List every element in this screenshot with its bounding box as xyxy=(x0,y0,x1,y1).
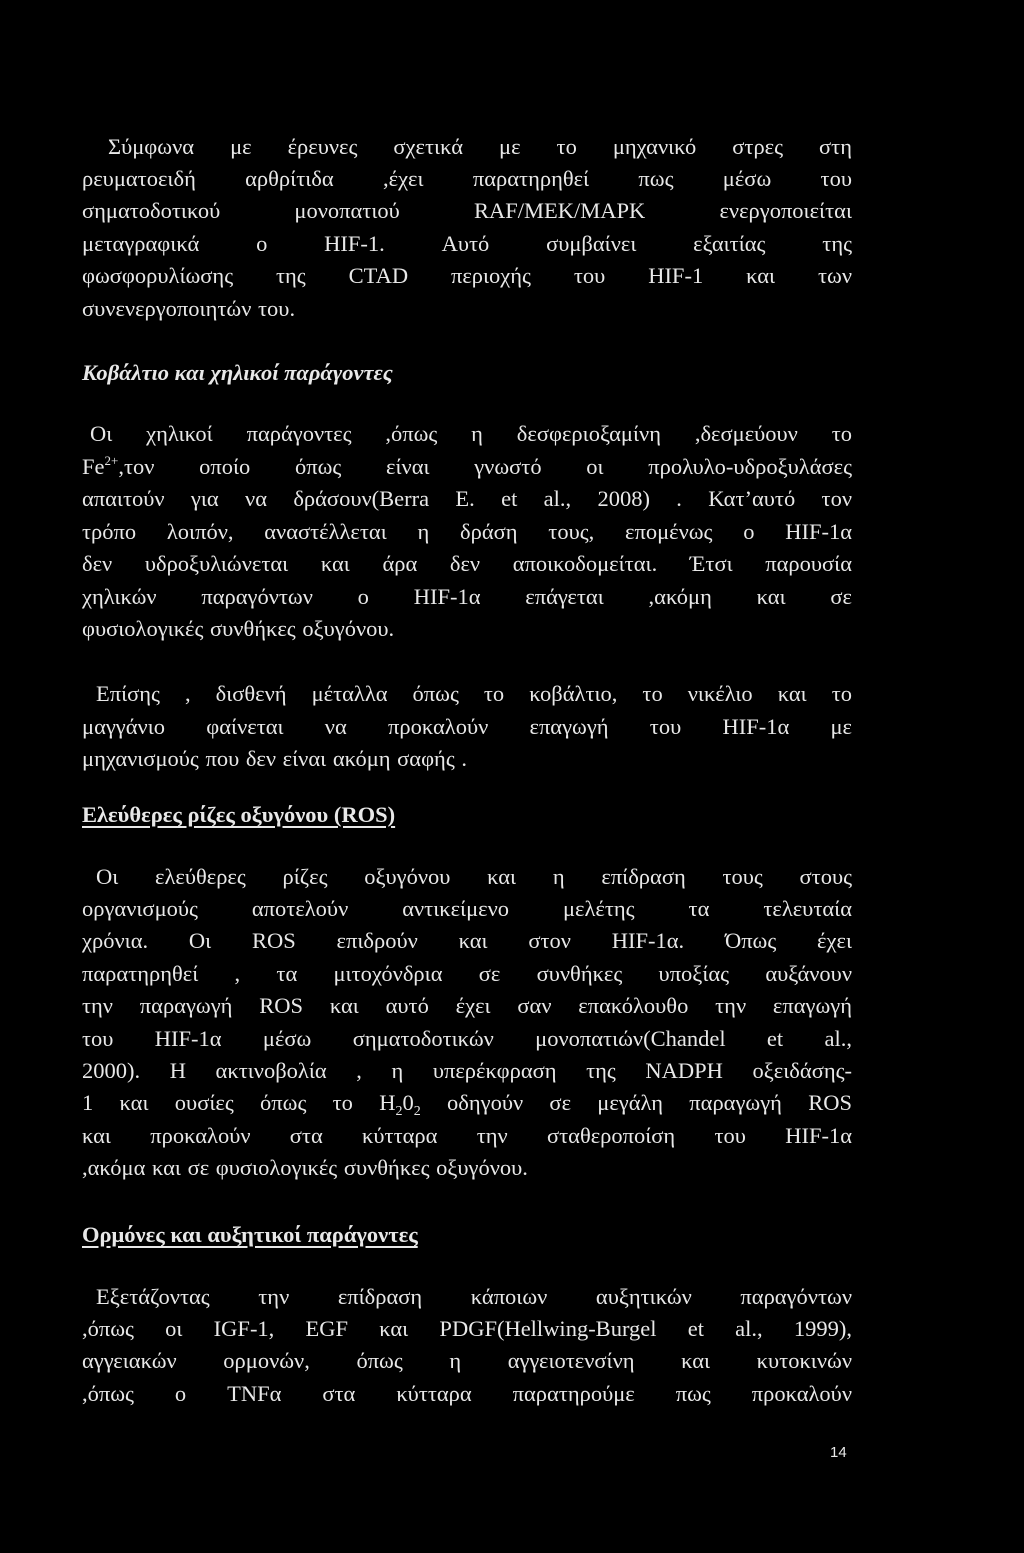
section-heading-hormones: Ορμόνες και αυξητικοί παράγοντες xyxy=(82,1222,418,1247)
text-fragment: 1 και ουσίες όπως το H xyxy=(82,1090,396,1116)
text-line: και προκαλούν στα κύτταρα την σταθεροποίση του HIF-1α xyxy=(82,1122,852,1148)
formula-oxygen: 0 xyxy=(402,1090,414,1116)
text-line: ,όπως οι IGF-1, EGF και PDGF(Hellwing-Burgel et al., 1999), xyxy=(82,1316,852,1341)
text-line: ρευματοειδή αρθρίτιδα ,έχει παρατηρηθεί πως μέσω του xyxy=(82,166,852,191)
text-line: συνενεργοποιητών του. xyxy=(82,295,296,321)
paragraph-chelators-body xyxy=(82,451,852,645)
iron-symbol: Fe xyxy=(82,454,105,479)
text-line-fe xyxy=(82,451,852,483)
text-line: απαιτούν για να δράσουν(Berra E. et al., 2008) . Κατ’αυτό τον xyxy=(82,486,852,512)
text-line: Επίσης , δισθενή μέταλλα όπως το κοβάλτιο, το νικέλιο και το xyxy=(96,681,852,706)
paragraph-metals-body xyxy=(82,711,852,776)
section-heading-cobalt: Κοβάλτιο και χηλικοί παράγοντες xyxy=(82,360,393,385)
paragraph-ros-body xyxy=(82,893,852,1185)
text-fragment: οδηγούν σε μεγάλη παραγωγή ROS xyxy=(420,1090,852,1116)
text-line: σηματοδοτικού μονοπατιού RAF/MEK/MAPK ενεργοποιείται xyxy=(82,198,852,224)
text-line: παρατηρηθεί , τα μιτοχόνδρια σε συνθήκες υποξίας αυξάνουν xyxy=(82,960,852,986)
formula-subscript: 2 xyxy=(413,1104,421,1120)
text-line: αγγειακών ορμονών, όπως η αγγειοτενσίνη και κυτοκινών xyxy=(82,1348,852,1374)
paragraph-mechanical-stress xyxy=(108,131,852,163)
text-line: τρόπο λοιπόν, αναστέλλεται η δράση τους, επομένως ο HIF-1α xyxy=(82,518,852,544)
section-heading-ros: Ελεύθερες ρίζες οξυγόνου (ROS) xyxy=(82,802,396,827)
page-number: 14 xyxy=(830,1444,847,1461)
paragraph-hormones-first-line xyxy=(96,1281,852,1313)
paragraph-metals-first-line xyxy=(96,678,852,710)
formula-subscript: 2 xyxy=(395,1104,403,1120)
text-line: του HIF-1α μέσω σηματοδοτικών μονοπατιών(Chandel et al., xyxy=(82,1025,852,1051)
text-line: μηχανισμούς που δεν είναι ακόμη σαφής . xyxy=(82,746,467,772)
text-fragment: ,τον οποίο όπως είναι γνωστό οι προλυλο-υδροξυλάσες xyxy=(118,454,852,479)
text-line: χρόνια. Οι ROS επιδρούν και στον HIF-1α. Όπως έχει xyxy=(82,928,852,954)
text-line: μαγγάνιο φαίνεται να προκαλούν επαγωγή του HIF-1α με xyxy=(82,714,852,739)
text-line: την παραγωγή ROS και αυτό έχει σαν επακόλουθο την επαγωγή xyxy=(82,993,852,1019)
text-line: ,ακόμα και σε φυσιολογικές συνθήκες οξυγόνου. xyxy=(82,1155,528,1181)
text-line: Εξετάζοντας την επίδραση κάποιων αυξητικών παραγόντων xyxy=(96,1284,852,1309)
paragraph-ros-first-line xyxy=(96,861,852,893)
text-line: μεταγραφικά ο HIF-1. Αυτό συμβαίνει εξαιτίας της xyxy=(82,230,852,256)
text-line: ,όπως ο TNFα στα κύτταρα παρατηρούμε πως προκαλούν xyxy=(82,1380,852,1406)
text-line: 2000). Η ακτινοβολία , η υπερέκφραση της NADPH οξειδάσης- xyxy=(82,1058,852,1084)
text-line: δεν υδροξυλιώνεται και άρα δεν αποικοδομείται. Έτσι παρουσία xyxy=(82,551,852,577)
paragraph-chelators-first-line xyxy=(90,418,852,450)
text-line: φυσιολογικές συνθήκες οξυγόνου. xyxy=(82,616,395,642)
text-line: οργανισμούς αποτελούν αντικείμενο μελέτης τα τελευταία xyxy=(82,896,852,921)
iron-charge: 2+ xyxy=(104,453,119,468)
text-line: Σύμφωνα με έρευνες σχετικά με το μηχανικό στρες στη xyxy=(108,134,852,159)
paragraph-hormones-body xyxy=(82,1313,852,1410)
text-line: χηλικών παραγόντων ο HIF-1α επάγεται ,ακόμη και σε xyxy=(82,583,852,609)
paragraph-mechanical-stress-body xyxy=(82,163,852,325)
text-line-formula xyxy=(82,1087,852,1119)
text-line: Οι χηλικοί παράγοντες ,όπως η δεσφεριοξαμίνη ,δεσμεύουν το xyxy=(90,421,852,446)
text-line: Οι ελεύθερες ρίζες οξυγόνου και η επίδραση τους στους xyxy=(96,864,852,889)
text-line: φωσφορυλίωσης της CTAD περιοχής του HIF-1 και των xyxy=(82,263,852,289)
